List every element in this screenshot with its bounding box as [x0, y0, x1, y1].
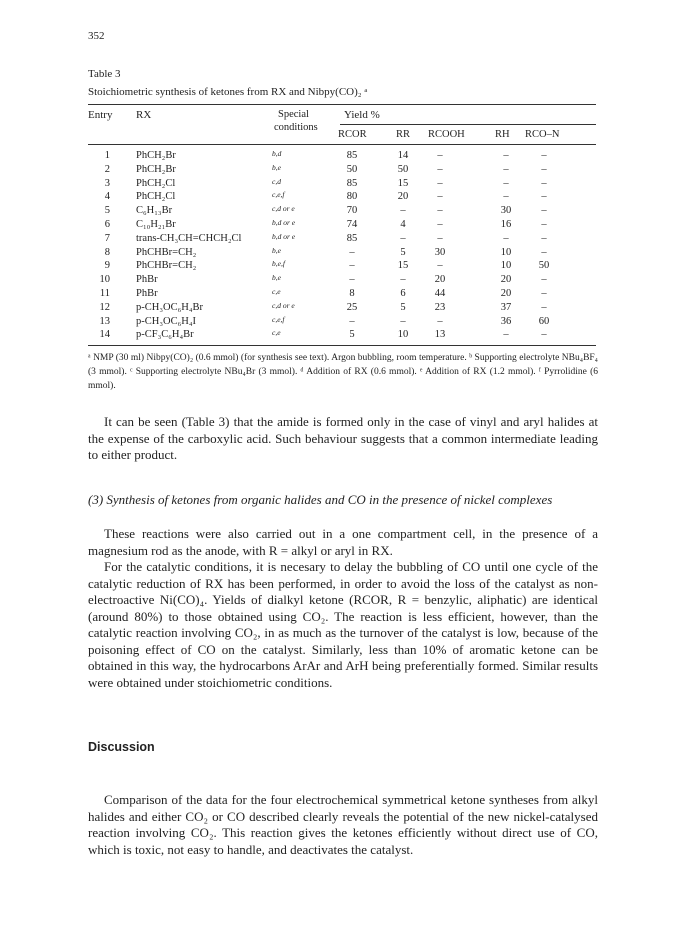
cell-cond: c,e,f [272, 314, 285, 324]
cell-rr: – [400, 315, 406, 327]
cell-cond: b,e [272, 162, 281, 172]
table-top-rule [88, 104, 596, 105]
cell-rcor: 25 [346, 301, 358, 313]
cell-rcor: 50 [346, 163, 358, 175]
cell-rh: 20 [500, 288, 512, 299]
paragraph-catalytic [88, 559, 598, 691]
cell-rh: – [503, 177, 509, 189]
cell-rcon: 50 [538, 260, 550, 272]
section-3-heading: (3) Synthesis of ketones from organic halides and CO in the presence of nickel complexes [88, 492, 553, 507]
table-row [0, 274, 680, 287]
cell-cond: b,d or e [272, 231, 296, 241]
cell-rcor: 8 [349, 288, 355, 299]
cell-rh: 16 [500, 219, 512, 230]
cell-rcor: 74 [346, 219, 358, 230]
cell-rcon: – [541, 232, 547, 244]
table-row [0, 178, 680, 191]
table-row [0, 302, 680, 315]
cell-rcooh: – [437, 163, 443, 175]
cell-rcon: – [541, 329, 547, 341]
cell-rcooh: – [437, 150, 443, 161]
cell-rx: PhBr [136, 288, 158, 299]
cell-rh: – [503, 329, 509, 341]
cell-rx: PhCH₂Cl [136, 177, 176, 189]
cell-rh: 10 [500, 260, 512, 272]
header-rr: RR [396, 129, 411, 140]
cell-cond: c,e [272, 287, 281, 296]
paragraph-amide [88, 414, 598, 464]
cell-rx: PhCHBr=CH₂ [136, 260, 197, 272]
cell-rcor: 85 [346, 177, 358, 189]
table-row [0, 150, 680, 163]
cell-rr: 10 [397, 329, 409, 341]
page-number: 352 [88, 30, 105, 42]
cell-entry: 4 [104, 191, 110, 203]
cell-cond: b,d [272, 149, 282, 158]
header-rh: RH [495, 129, 510, 140]
cell-entry: 11 [99, 288, 110, 299]
cell-rcor: – [349, 274, 355, 286]
cell-cond: c,e,f [272, 190, 285, 200]
cell-rr: 14 [397, 150, 409, 161]
cell-entry: 7 [104, 232, 110, 244]
paragraph-discussion-text: Comparison of the data for the four electrochemical symmetrical ketone syntheses from alkyl halides and either CO₂ or CO described clearly reveals the potential of the new nickel-catalysed reaction involving CO₂. This reaction gives the ketones efficiently without direct use of CO, which is toxic, not easy to handle, and deactivates the catalyst. [88, 792, 598, 857]
cell-rx: p-CH₃OC₆H₄Br [136, 301, 203, 313]
cell-rcooh: 13 [434, 329, 446, 341]
cell-entry: 12 [99, 301, 110, 313]
header-conditions-2: conditions [274, 122, 318, 133]
cell-cond: b,e [272, 273, 281, 283]
cell-rcon: – [541, 191, 547, 203]
cell-rr: 4 [400, 219, 406, 230]
cell-rr: 20 [397, 191, 409, 203]
header-rcor: RCOR [338, 129, 367, 140]
cell-rh: – [503, 191, 509, 203]
cell-rcon: – [541, 205, 547, 217]
header-rcooh: RCOOH [428, 129, 465, 140]
table-row [0, 316, 680, 329]
table-row [0, 260, 680, 273]
cell-rr: – [400, 274, 406, 286]
cell-rcooh: – [437, 191, 443, 203]
cell-rcon: – [541, 150, 547, 161]
cell-rh: – [503, 150, 509, 161]
table-row [0, 205, 680, 218]
cell-rcon: – [541, 219, 547, 230]
cell-rcon: – [541, 301, 547, 313]
cell-rx: PhCH₂Br [136, 150, 176, 161]
cell-rcooh: – [437, 177, 443, 189]
cell-cond: c,d or e [272, 204, 295, 214]
cell-rcor: 85 [346, 232, 358, 244]
header-rcon: RCO–N [525, 129, 560, 140]
table-label: Table 3 [88, 68, 121, 80]
cell-rcor: 85 [346, 150, 358, 161]
cell-rcon: – [541, 274, 547, 286]
cell-entry: 1 [104, 150, 110, 161]
cell-rh: 10 [500, 246, 512, 258]
cell-rcor: – [349, 260, 355, 272]
cell-rr: 50 [397, 163, 409, 175]
cell-cond: c,d or e [272, 300, 295, 310]
yield-subrule [340, 124, 596, 125]
cell-entry: 13 [99, 315, 110, 327]
cell-rcon: – [541, 177, 547, 189]
cell-entry: 6 [104, 219, 110, 230]
cell-rcooh: 23 [434, 301, 446, 313]
table-row [0, 247, 680, 260]
cell-rr: 15 [397, 260, 409, 272]
cell-cond: c,e [272, 328, 281, 338]
cell-rx: PhBr [136, 274, 158, 286]
table-row [0, 329, 680, 342]
cell-cond: b,d or e [272, 218, 296, 227]
cell-entry: 10 [99, 274, 110, 286]
cell-rcor: – [349, 246, 355, 258]
cell-rcor: 70 [346, 205, 358, 217]
cell-rcon: – [541, 288, 547, 299]
cell-rh: 20 [500, 274, 512, 286]
cell-rcooh: 20 [434, 274, 446, 286]
table-row [0, 164, 680, 177]
header-yield: Yield % [344, 109, 380, 121]
cell-entry: 8 [104, 246, 110, 258]
cell-entry: 14 [99, 329, 110, 341]
cell-rcor: 5 [349, 329, 355, 341]
cell-rcon: 60 [538, 315, 550, 327]
discussion-heading: Discussion [88, 740, 155, 754]
cell-cond: b,e [272, 245, 281, 255]
table-bottom-rule [88, 345, 596, 346]
cell-rr: 15 [397, 177, 409, 189]
header-conditions-1: Special [278, 109, 309, 120]
cell-rh: 36 [500, 315, 512, 327]
table-row [0, 191, 680, 204]
cell-rr: 5 [400, 301, 406, 313]
table-row [0, 219, 680, 232]
table-row [0, 288, 680, 301]
cell-rcooh: 30 [434, 246, 446, 258]
cell-rx: p-CF₃C₆H₄Br [136, 329, 194, 341]
cell-entry: 3 [104, 177, 110, 189]
cell-rx: p-CH₃OC₆H₄I [136, 315, 196, 327]
cell-rh: 30 [500, 205, 512, 217]
table-row [0, 233, 680, 246]
cell-rcon: – [541, 246, 547, 258]
table-footnotes: ᵃ NMP (30 ml) Nibpy(CO)₂ (0.6 mmol) (for synthesis see text). Argon bubbling, room temperature. ᵇ Supporting electrolyte NBu₄BF₄ (3 mmol). ᶜ Supporting electrolyte NBu₄Br (3 mmol). ᵈ Addition of RX (0.6 mmol). ᵉ Addition of RX (1.2 mmol). ᶠ Pyrrolidine (6 mmol). [88, 353, 598, 391]
paragraph-amide-text: It can be seen (Table 3) that the amide is formed only in the case of vinyl and aryl halides at the expense of the carboxylic acid. Such behaviour suggests that a common intermediate leading to either product. [88, 414, 598, 462]
paragraph-reactions-text: These reactions were also carried out in a one compartment cell, in the presence of a magnesium rod as the anode, with R = alkyl or aryl in RX. [88, 526, 598, 558]
cell-cond: c,d [272, 176, 281, 186]
cell-entry: 9 [104, 260, 110, 272]
cell-rcooh: 44 [434, 288, 446, 299]
cell-rx: trans-CH₃CH=CHCH₂Cl [136, 232, 242, 244]
cell-rcooh: – [437, 315, 443, 327]
cell-rcon: – [541, 163, 547, 175]
cell-entry: 5 [104, 205, 110, 217]
cell-rr: – [400, 205, 406, 217]
table-header-rule [88, 144, 596, 145]
cell-rcor: – [349, 315, 355, 327]
cell-rcooh: – [437, 205, 443, 217]
cell-rh: 37 [500, 301, 512, 313]
cell-rcooh: – [437, 232, 443, 244]
cell-rcooh: – [437, 260, 443, 272]
paragraph-reactions [88, 526, 598, 559]
cell-rcor: 80 [346, 191, 358, 203]
cell-rh: – [503, 232, 509, 244]
cell-entry: 2 [104, 163, 110, 175]
cell-rr: 6 [400, 288, 406, 299]
cell-rx: PhCHBr=CH₂ [136, 246, 197, 258]
paragraph-catalytic-text: For the catalytic conditions, it is necesary to delay the bubbling of CO until one cycle of the catalytic reduction of RX has been performed, in order to avoid the loss of the catalyst as non-electroactive Ni(CO)₄. Yields of dialkyl ketone (RCOR, R = benzylic, aliphatic) are identical (around 80%) to those obtained using CO₂. The reaction is less efficient, however, than the catalytic reaction involving CO₂, in as much as the turnover of the catalyst is low, because of the poisoning effect of CO on the catalyst. Similarly, less than 10% of aromatic ketone can be obtained in this way, the hydrocarbons ArAr and ArH being preferentially formed. Similar results were obtained under stoichiometric conditions. [88, 559, 598, 690]
cell-rr: 5 [400, 246, 406, 258]
cell-rx: PhCH₂Br [136, 163, 176, 175]
header-rx: RX [136, 109, 152, 121]
cell-rx: C₁₀H₂₁Br [136, 219, 176, 230]
header-entry: Entry [88, 109, 113, 121]
cell-rx: C₆H₁₃Br [136, 205, 173, 217]
cell-rr: – [400, 232, 406, 244]
cell-cond: b,e,f [272, 259, 285, 269]
paragraph-discussion [88, 792, 598, 858]
cell-rh: – [503, 163, 509, 175]
cell-rx: PhCH₂Cl [136, 191, 176, 203]
table-caption: Stoichiometric synthesis of ketones from RX and Nibpy(CO)₂ ᵃ [88, 86, 368, 98]
cell-rcooh: – [437, 219, 443, 230]
